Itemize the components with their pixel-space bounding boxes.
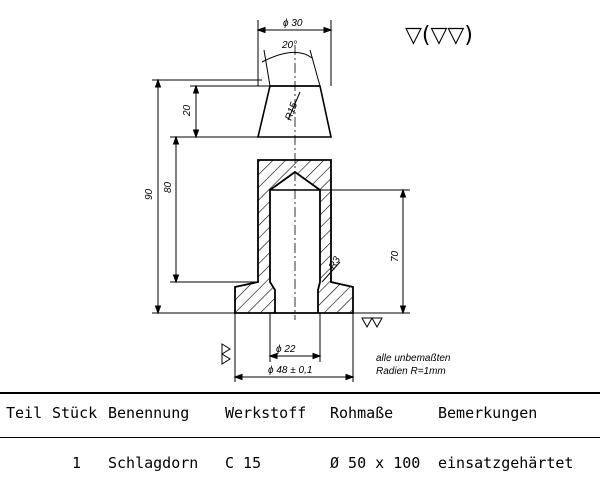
surface-finish-symbol: ▽(▽▽): [405, 23, 473, 48]
dimension-top-diameter: [258, 20, 331, 86]
cell-rohmasse: Ø 50 x 100: [330, 454, 421, 472]
dimension-angle: [262, 50, 320, 86]
dimension-90: [152, 80, 262, 313]
header-benennung: Benennung: [108, 404, 190, 422]
label-radius-tip: R15: [283, 101, 301, 123]
label-radius-r3: R3: [327, 254, 343, 272]
label-bore-diameter: ϕ 22: [276, 344, 296, 355]
surface-triangles-left: [222, 344, 230, 364]
label-height-90: 90: [144, 188, 155, 200]
table-top-rule: [0, 392, 600, 394]
cell-werkstoff: C 15: [225, 454, 262, 472]
label-height-80: 80: [163, 181, 174, 193]
label-height-70: 70: [390, 250, 401, 262]
note-line-1: alle unbemaßten: [376, 353, 451, 364]
body-section: [235, 160, 353, 313]
table-header-rule: [0, 437, 600, 438]
header-bemerkungen: Bemerkungen: [438, 404, 538, 422]
note-line-2: Radien R=1mm: [376, 366, 446, 377]
dimension-80: [170, 137, 258, 282]
label-base-diameter: ϕ 48 ± 0,1: [268, 365, 313, 376]
header-werkstoff: Werkstoff: [225, 404, 307, 422]
header-stueck: Stück: [52, 404, 98, 422]
cell-bemerkungen: einsatzgehärtet: [438, 454, 574, 472]
label-top-diameter: ϕ 30: [283, 18, 303, 29]
header-teil: Teil: [6, 404, 43, 422]
cell-benennung: Schlagdorn: [108, 454, 199, 472]
cell-stueck: 1: [72, 454, 82, 472]
header-rohmasse: Rohmaße: [330, 404, 394, 422]
dimension-20: [190, 86, 270, 137]
surface-triangles-right: [362, 318, 382, 327]
label-height-20: 20: [182, 104, 193, 116]
label-angle: 20°: [282, 40, 298, 51]
